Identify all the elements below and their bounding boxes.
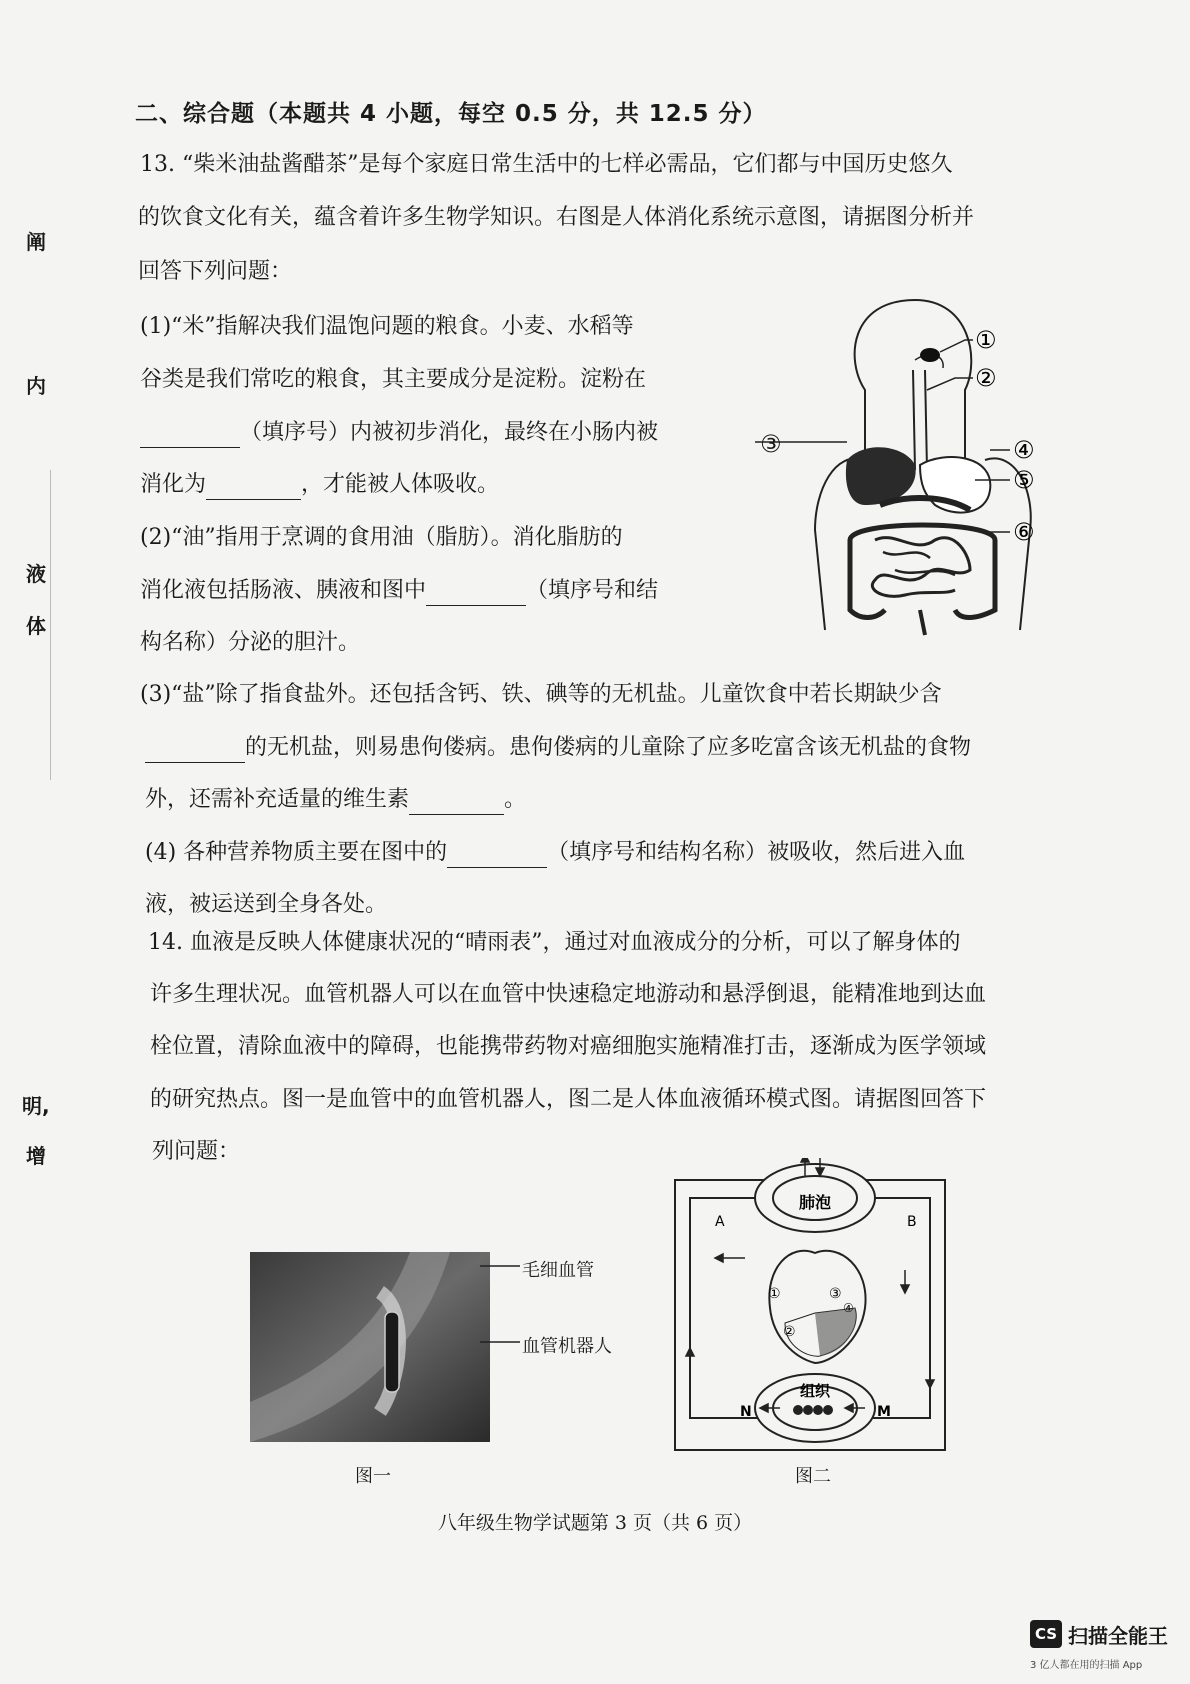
- answer-blank[interactable]: [145, 740, 245, 763]
- q13-p1-line: [140, 418, 658, 448]
- q14-line: 列问题：: [152, 1139, 241, 1164]
- q13-p1-line: 谷类是我们常吃的粮食，其主要成分是淀粉。淀粉在: [140, 367, 647, 392]
- q13-text: 消化为: [140, 472, 207, 497]
- margin-char: 增: [26, 1144, 46, 1168]
- alveoli-label: 肺泡: [798, 1193, 832, 1212]
- q13-intro-line: 的饮食文化有关，蕴含着许多生物学知识。右图是人体消化系统示意图，请据图分析并: [138, 205, 975, 230]
- q14-line: 许多生理状况。血管机器人可以在血管中快速稳定地游动和悬浮倒退，能精准地到达血: [150, 982, 987, 1007]
- q13-p3-line: [145, 785, 526, 815]
- q14-line: 的研究热点。图一是血管中的血管机器人，图二是人体血液循环模式图。请据图回答下: [150, 1087, 987, 1112]
- q13-text: ，才能被人体吸收。: [301, 472, 500, 497]
- heart-label: ②: [783, 1324, 796, 1340]
- label-capillary: 毛细血管: [522, 1260, 594, 1281]
- label-m: M: [877, 1404, 891, 1420]
- answer-blank[interactable]: [206, 477, 301, 500]
- answer-blank[interactable]: [409, 792, 504, 815]
- figure-label: ④: [1013, 436, 1035, 464]
- figure-label: ⑤: [1013, 466, 1035, 494]
- blood-circulation-diagram: [665, 1158, 965, 1458]
- q14-line: 14. 血液是反映人体健康状况的“晴雨表”，通过对血液成分的分析，可以了解身体的: [148, 930, 961, 955]
- heart-label: ③: [829, 1286, 842, 1302]
- margin-char: 液: [26, 562, 46, 586]
- figure-label: ①: [975, 326, 997, 354]
- q13-p1-line: (1)“米”指解决我们温饱问题的粮食。小麦、水稻等: [140, 314, 634, 339]
- figure2-caption: 图二: [795, 1466, 831, 1487]
- q13-p3-line: (3)“盐”除了指食盐外。还包括含钙、铁、碘等的无机盐。儿童饮食中若长期缺少含: [140, 682, 942, 707]
- label-robot: 血管机器人: [522, 1336, 612, 1357]
- q13-p2-line: [140, 576, 658, 606]
- figure-label: ③: [760, 430, 782, 458]
- figure-label: ⑥: [1013, 518, 1035, 546]
- q13-p4-line: [145, 838, 965, 868]
- cs-logo-icon: CS: [1030, 1620, 1062, 1648]
- q13-p3-line: [145, 733, 971, 763]
- tissue-label: 组织: [799, 1382, 831, 1400]
- answer-blank[interactable]: [447, 845, 547, 868]
- digestive-system-figure: [755, 290, 1075, 640]
- margin-char: 阐: [26, 230, 46, 254]
- margin-char: 明,: [22, 1094, 50, 1118]
- watermark-name: 扫描全能王: [1068, 1624, 1168, 1648]
- q13-text: 外，还需补充适量的维生素: [145, 787, 410, 812]
- page-footer: 八年级生物学试题第 3 页（共 6 页）: [437, 1512, 753, 1534]
- q13-text: 的无机盐，则易患佝偻病。患佝偻病的儿童除了应多吃富含该无机盐的食物: [245, 735, 972, 760]
- margin-char: 体: [26, 614, 46, 638]
- q13-intro-line: 13. “柴米油盐酱醋茶”是每个家庭日常生活中的七样必需品，它们都与中国历史悠久: [140, 152, 953, 177]
- label-b: B: [907, 1214, 917, 1230]
- margin-char: 内: [26, 374, 46, 398]
- q13-text: （填序号）内被初步消化，最终在小肠内被: [240, 420, 659, 445]
- section-title: 二、综合题（本题共 4 小题，每空 0.5 分，共 12.5 分）: [135, 101, 767, 127]
- q13-intro-line: 回答下列问题：: [138, 259, 293, 284]
- binding-line: [50, 470, 51, 780]
- label-n: N: [740, 1404, 752, 1420]
- label-a: A: [715, 1214, 725, 1230]
- q13-text: （填序号和结构名称）被吸收，然后进入血: [547, 840, 966, 865]
- heart-label: ④: [843, 1301, 854, 1315]
- q13-text: (4) 各种营养物质主要在图中的: [145, 840, 448, 865]
- q13-p2-line: (2)“油”指用于烹调的食用油（脂肪）。消化脂肪的: [140, 525, 623, 550]
- heart-label: ①: [768, 1286, 781, 1302]
- q13-p2-line: 构名称）分泌的胆汁。: [140, 630, 361, 655]
- figure1-caption: 图一: [355, 1466, 391, 1487]
- q13-text: （填序号和结: [526, 578, 659, 603]
- answer-blank[interactable]: [140, 425, 240, 448]
- answer-blank[interactable]: [426, 583, 526, 606]
- q13-text: 消化液包括肠液、胰液和图中: [140, 578, 427, 603]
- q13-p4-line: 液，被运送到全身各处。: [145, 892, 388, 917]
- blood-vessel-robot-photo: [250, 1252, 490, 1442]
- q13-text: 。: [504, 787, 527, 812]
- figure-label: ②: [975, 364, 997, 392]
- robot-shape: [385, 1312, 399, 1392]
- q13-p1-line: [140, 470, 499, 500]
- watermark-tagline: 3 亿人都在用的扫描 App: [1030, 1660, 1143, 1671]
- q14-line: 栓位置，清除血液中的障碍，也能携带药物对癌细胞实施精准打击，逐渐成为医学领域: [150, 1034, 987, 1059]
